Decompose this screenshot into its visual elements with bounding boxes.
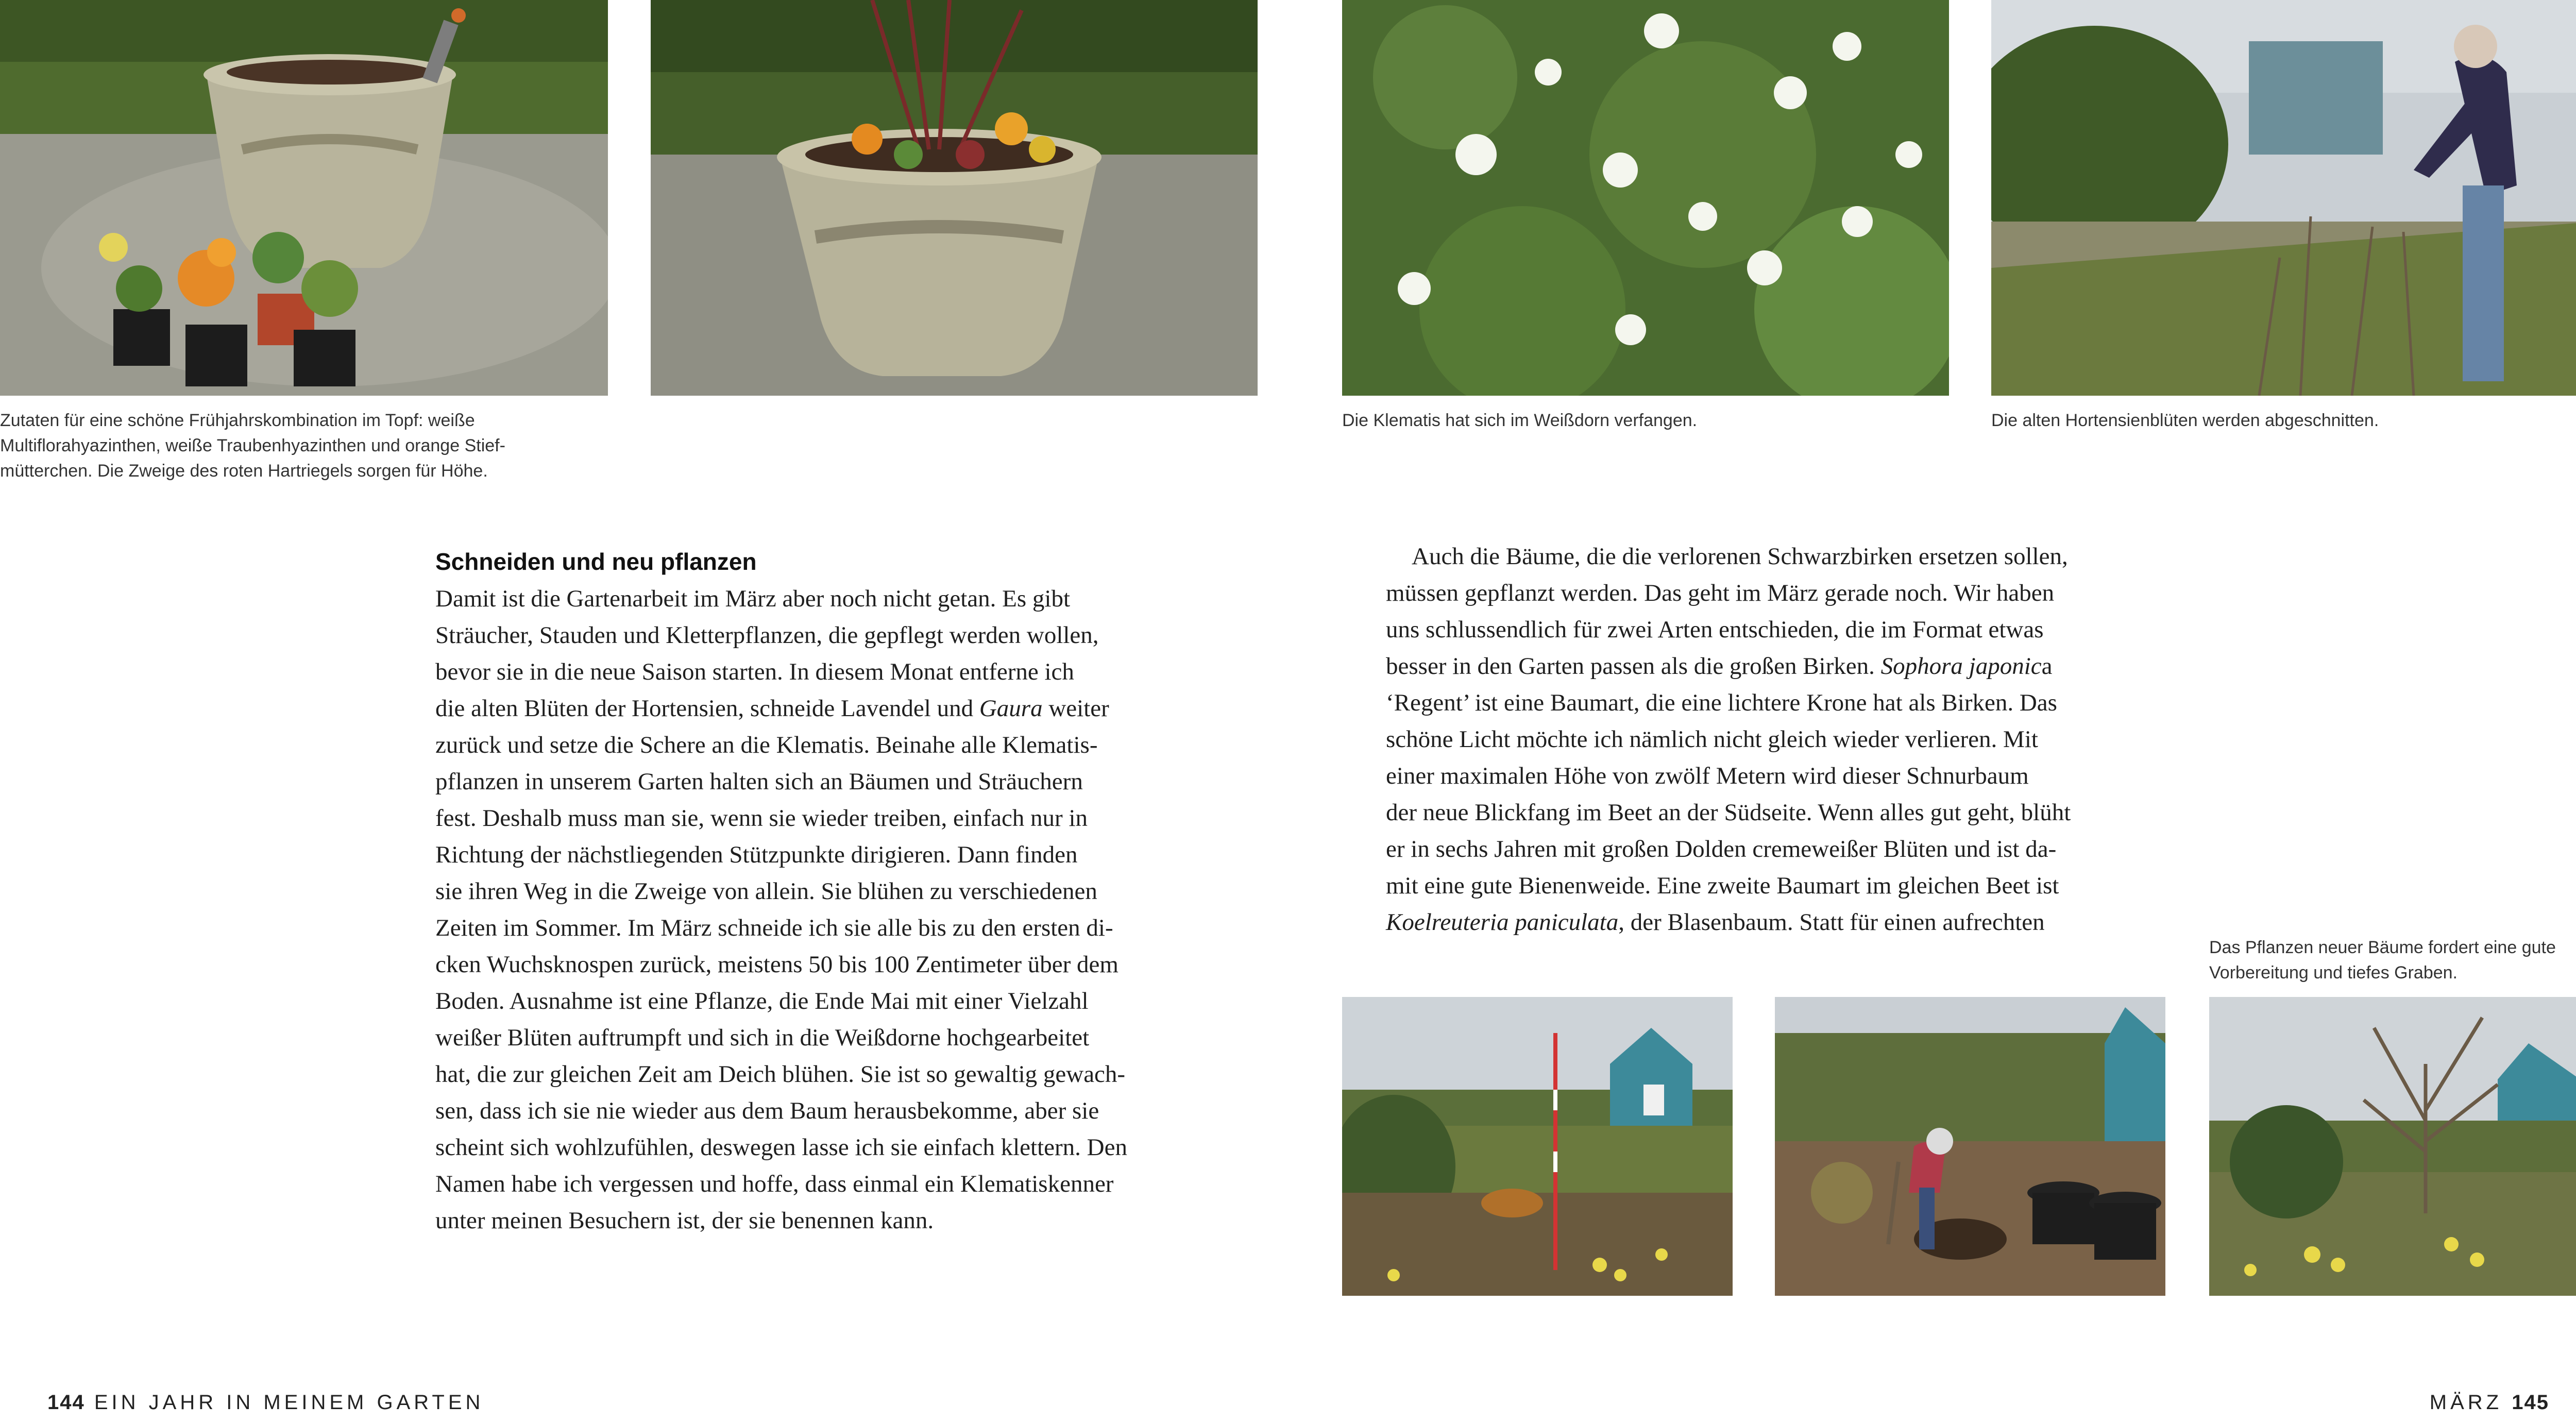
photo-hydrangea-cutting	[1991, 0, 2576, 396]
text-run: die alten Blüten der Hortensien, schneide Lavendel und	[435, 695, 979, 722]
caption-line: Multiflorahyazinthen, weiße Traubenhyazinthen und orange Stief-	[0, 436, 505, 455]
text-line: fest. Deshalb muss man sie, wenn sie wieder treiben, einfach nur in	[435, 805, 1088, 832]
text-line: Damit ist die Gartenarbeit im März aber noch nicht getan. Es gibt	[435, 585, 1071, 612]
caption-line: Das Pflanzen neuer Bäume fordert eine gute	[2209, 938, 2556, 957]
text-line: einer maximalen Höhe von zwölf Metern wird dieser Schnurbaum	[1386, 763, 2029, 789]
text-line	[435, 690, 1127, 727]
caption-hydrangea: Die alten Hortensienblüten werden abgeschnitten.	[1991, 411, 2379, 430]
footer-left	[47, 1391, 484, 1414]
running-title-left: EIN JAHR IN MEINEM GARTEN	[94, 1391, 484, 1414]
caption-clematis: Die Klematis hat sich im Weißdorn verfangen.	[1342, 411, 1698, 430]
text-run: besser in den Garten passen als die großen Birken.	[1386, 653, 1881, 680]
photo-pot-planted	[651, 0, 1258, 396]
text-line	[1386, 904, 2071, 941]
running-title-right: MÄRZ	[2429, 1391, 2503, 1414]
photo-clematis	[1342, 0, 1949, 396]
text-line: der neue Blickfang im Beet an der Südseite. Wenn alles gut geht, blüht	[1386, 799, 2071, 826]
text-line: sie ihren Weg in die Zweige von allein. Sie blühen zu verschiedenen	[435, 878, 1097, 905]
botanical-name: Koelreuteria paniculata	[1386, 909, 1619, 936]
section-heading: Schneiden und neu pflanzen	[435, 548, 757, 575]
text-line: er in sechs Jahren mit großen Dolden cremeweißer Blüten und ist da-	[1386, 836, 2057, 862]
text-line: Boden. Ausnahme ist eine Pflanze, die Ende Mai mit einer Vielzahl	[435, 988, 1089, 1014]
photo-pot-with-plants	[0, 0, 608, 396]
text-line: scheint sich wohlzufühlen, deswegen lasse ich sie einfach klettern. Den	[435, 1134, 1127, 1161]
text-line: bevor sie in die neue Saison starten. In diesem Monat entferne ich	[435, 658, 1074, 685]
text-line	[1386, 648, 2071, 685]
text-line: müssen gepflanzt werden. Das geht im März gerade noch. Wir haben	[1386, 580, 2055, 606]
text-line: zurück und setze die Schere an die Klematis. Beinahe alle Klematis-	[435, 732, 1098, 758]
text-line: Sträucher, Stauden und Kletterpflanzen, die gepflegt werden wollen,	[435, 622, 1099, 649]
right-body-text	[1386, 538, 2071, 941]
text-line: cken Wuchsknospen zurück, meistens 50 bis 100 Zentimeter über dem	[435, 951, 1118, 978]
text-line: unter meinen Besuchern ist, der sie benennen kann.	[435, 1207, 934, 1234]
text-line: sen, dass ich sie nie wieder aus dem Baum herausbekomme, aber sie	[435, 1097, 1099, 1124]
botanical-name: Sophora japonic	[1880, 653, 2042, 680]
caption-line: Vorbereitung und tiefes Graben.	[2209, 963, 2458, 983]
text-line: Richtung der nächstliegenden Stützpunkte dirigieren. Dann finden	[435, 841, 1078, 868]
caption-line: Zutaten für eine schöne Frühjahrskombination im Topf: weiße	[0, 411, 475, 430]
caption-line: mütterchen. Die Zweige des roten Hartriegels sorgen für Höhe.	[0, 461, 488, 481]
text-line: uns schlussendlich für zwei Arten entschieden, die im Format etwas	[1386, 616, 2044, 643]
page-number-left: 144	[47, 1391, 85, 1414]
text-line: ‘Regent’ ist eine Baumart, die eine lichtere Krone hat als Birken. Das	[1386, 689, 2057, 716]
caption-trees	[2209, 935, 2556, 986]
page-number-right: 145	[2512, 1391, 2549, 1414]
text-line: Zeiten im Sommer. Im März schneide ich sie alle bis zu den ersten di-	[435, 915, 1113, 941]
caption-pots	[0, 408, 505, 484]
footer-right	[2430, 1391, 2549, 1414]
text-line: schöne Licht möchte ich nämlich nicht gleich wieder verlieren. Mit	[1386, 726, 2038, 753]
photo-tree-planting-3	[2209, 997, 2576, 1296]
text-run: weiter	[1042, 695, 1109, 722]
left-body-text	[435, 581, 1127, 1239]
text-line: mit eine gute Bienenweide. Eine zweite Baumart im gleichen Beet ist	[1386, 872, 2059, 899]
photo-tree-planting-2	[1775, 997, 2165, 1296]
text-line: pflanzen in unserem Garten halten sich an Bäumen und Sträuchern	[435, 768, 1083, 795]
text-line: Auch die Bäume, die die verlorenen Schwarzbirken ersetzen sollen,	[1412, 543, 2068, 570]
text-line: hat, die zur gleichen Zeit am Deich blühen. Sie ist so gewaltig gewach-	[435, 1061, 1126, 1088]
botanical-name: Gaura	[979, 695, 1043, 722]
text-run: a	[2041, 653, 2053, 680]
text-line: Namen habe ich vergessen und hoffe, dass einmal ein Klematiskenner	[435, 1171, 1114, 1197]
text-line: weißer Blüten auftrumpft und sich in die Weißdorne hochgearbeitet	[435, 1024, 1090, 1051]
photo-tree-planting-1	[1342, 997, 1733, 1296]
text-run: , der Blasenbaum. Statt für einen aufrechten	[1618, 909, 2045, 936]
